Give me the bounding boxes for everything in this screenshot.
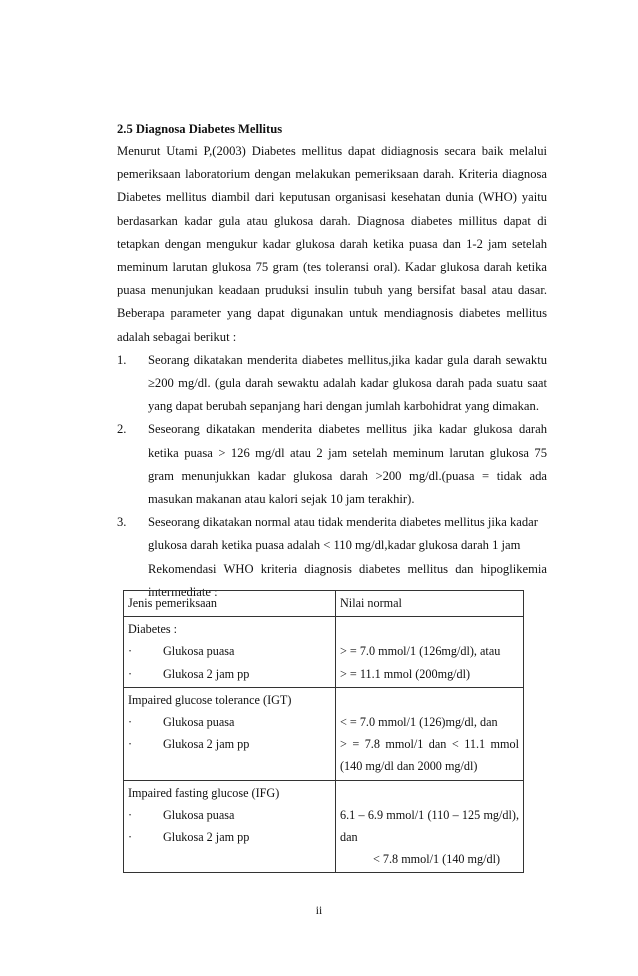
list-number: 2. xyxy=(117,422,127,437)
row-label: Glukosa puasa xyxy=(163,715,235,730)
bullet: · xyxy=(128,715,133,730)
list-text: Seorang dikatakan menderita diabetes mellitus,jika kadar gula darah sewaktu ≥200 mg/dl. (gula darah sewaktu adalah kadar glukosa darah pada suatu saat yang dapat berubah sepanjang hari dengan jumlah karbohidrat yang dimakan. xyxy=(148,352,547,414)
list-extra-text: Rekomendasi WHO kriteria diagnosis diabetes mellitus dan hipoglikemia intermediate : xyxy=(148,561,547,599)
group-title: Diabetes : xyxy=(128,622,178,637)
row-label: Glukosa 2 jam pp xyxy=(163,666,250,681)
bullet: · xyxy=(128,807,133,822)
row-label: Glukosa puasa xyxy=(163,807,235,822)
table-row xyxy=(124,780,524,873)
group-title: Impaired glucose tolerance (IGT) xyxy=(128,692,292,707)
row-value: > = 11.1 mmol (200mg/dl) xyxy=(340,666,471,681)
table-header-row xyxy=(124,591,524,617)
intro-paragraph: Menurut Utami P,(2003) Diabetes mellitus dapat didiagnosis secara baik melalui pemeriksaan laboratorium dengan melakukan pemeriksaan darah. Kriteria diagnosa Diabetes mellitus diambil dari keputusan organisasi kesehatan dunia (WHO) yaitu berdasarkan kadar gula atau glukosa darah. Diagnosa diabetes millitus dapat di tetapkan dengan mengukur kadar glukosa darah ketika puasa dan 1-2 jam setelah meminum larutan glukosa 75 gram (tes toleransi oral). Kadar glukosa darah ketika puasa menunjukan keadaan pruduksi insulin tubuh yang bersifat basal atau dasar. Beberapa parameter yang dapat digunakan untuk mendiagnosis diabetes mellitus adalah sebagai berikut : xyxy=(117,144,547,344)
table-cell xyxy=(124,617,336,688)
table-cell xyxy=(124,687,336,780)
row-label: Glukosa puasa xyxy=(163,644,235,659)
row-value: > = 7.8 mmol/1 dan < 11.1 mmol (140 mg/dl dan 2000 mg/dl) xyxy=(340,737,519,774)
bullet: · xyxy=(128,830,133,845)
list-item xyxy=(117,349,547,419)
row-label: Glukosa 2 jam pp xyxy=(163,737,250,752)
list-item xyxy=(117,418,547,511)
document-page xyxy=(117,118,547,604)
table-row xyxy=(124,687,524,780)
row-value: > = 7.0 mmol/1 (126mg/dl), atau xyxy=(340,644,501,659)
row-value: < = 7.0 mmol/1 (126)mg/dl, dan xyxy=(340,715,498,730)
section-heading: 2.5 Diagnosa Diabetes Mellitus xyxy=(117,122,283,136)
bullet: · xyxy=(128,666,133,681)
list-text: Seseorang dikatakan menderita diabetes mellitus jika kadar glukosa darah ketika puasa > 126 mg/dl atau 2 jam setelah meminum larutan glukosa 75 gram menunjukkan kadar glukosa darah >200 mg/dl.(puasa = tidak ada masukan makanan atau kalori sejak 10 jam terakhir). xyxy=(148,422,547,507)
table-cell xyxy=(336,617,524,688)
bullet: · xyxy=(128,644,133,659)
table-row xyxy=(124,617,524,688)
row-value: < 7.8 mmol/1 (140 mg/dl) xyxy=(373,852,501,867)
row-label: Glukosa 2 jam pp xyxy=(163,830,250,845)
table-cell xyxy=(336,780,524,873)
list-number: 1. xyxy=(117,352,127,367)
bullet: · xyxy=(128,737,133,752)
list-text: Seseorang dikatakan normal atau tidak menderita diabetes mellitus jika kadar glukosa darah ketika puasa adalah < 110 mg/dl,kadar glukosa darah 1 jam xyxy=(148,515,538,553)
list-number: 3. xyxy=(117,515,127,530)
table-cell xyxy=(336,687,524,780)
criteria-list xyxy=(117,349,547,604)
row-value: 6.1 – 6.9 mmol/1 (110 – 125 mg/dl), dan xyxy=(340,807,519,845)
group-title: Impaired fasting glucose (IFG) xyxy=(128,785,280,800)
page-number: ii xyxy=(315,905,323,917)
table-cell xyxy=(124,780,336,873)
who-criteria-table xyxy=(123,590,524,873)
header-cell: Nilai normal xyxy=(336,591,524,617)
header-cell: Jenis pemeriksaan xyxy=(124,591,336,617)
